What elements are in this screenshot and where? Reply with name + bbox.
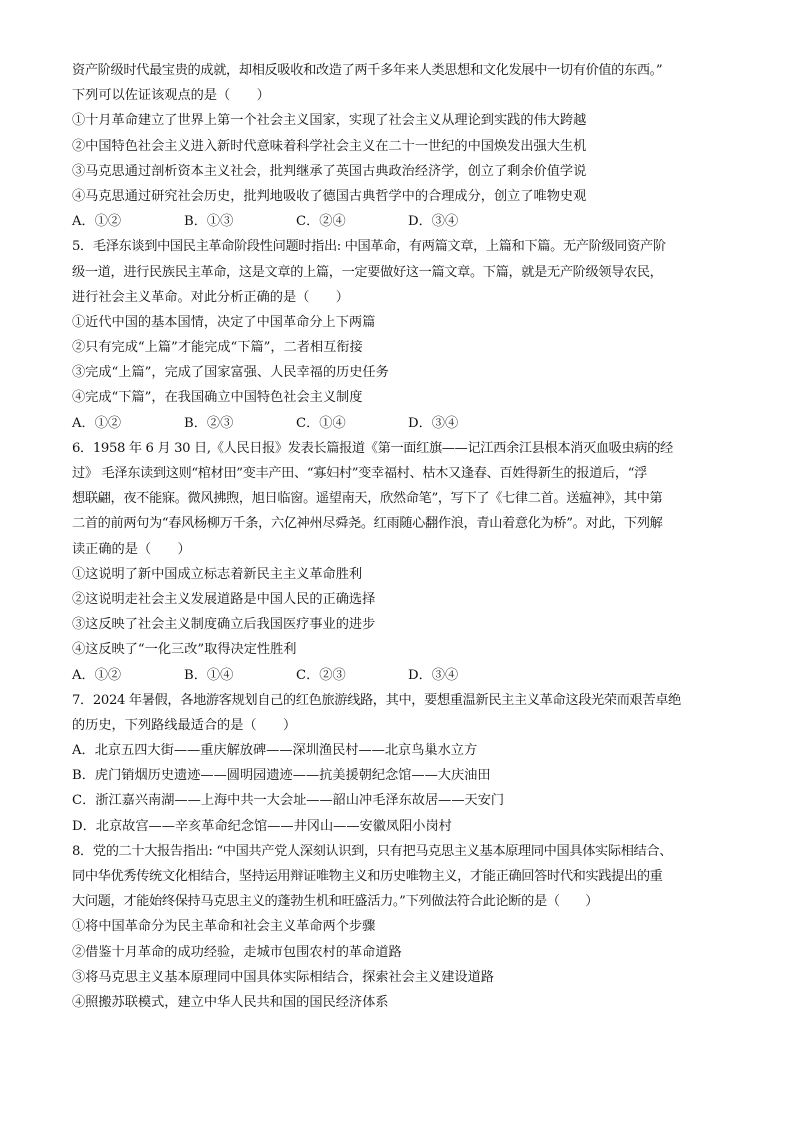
question-5-stem-line-3: 进行社会主义革命。对此分析正确的是（ ） <box>72 289 349 305</box>
question-7-option-b: B．虎门销烟历史遗迹——圆明园遗迹——抗美援朝纪念馆——大庆油田 <box>72 768 491 784</box>
question-6-choice-d: D．③④ <box>408 667 459 683</box>
question-4-choice-a: A．①② <box>72 214 122 230</box>
question-5-statement-1: ①近代中国的基本国情，决定了中国革命分上下两篇 <box>72 314 376 330</box>
question-7-option-d: D．北京故宫——辛亥革命纪念馆——井冈山——安徽凤阳小岗村 <box>72 818 452 834</box>
question-7 <box>72 688 732 839</box>
question-5-choice-b: B．②③ <box>184 415 234 431</box>
question-6-stem-line-3: 想联翩，夜不能寐。微风拂煦，旭日临窗。遥望南天，欣然命笔”，写下了《七律二首。送瘟神》，其中第 <box>72 491 663 507</box>
question-6-stem-line-4: 二首的前两句为“春风杨柳万千条，六亿神州尽舜尧。红雨随心翻作浪，青山着意化为桥”。对此，下列解 <box>72 516 663 532</box>
question-6-stem-line-2: 过》 毛泽东读到这则“棺材田”变丰产田、“寡妇村”变幸福村、枯木又逢春、百姓得新生的报道后，“浮 <box>72 466 647 481</box>
question-6-stem-line-1: 6．1958 年 6 月 30 日,《人民日报》发表长篇报道《第一面红旗——记江西余江县根本消灭血吸虫病的经 <box>72 440 673 456</box>
question-7-stem-line-2: 的历史，下列路线最适合的是（ ） <box>72 717 297 733</box>
question-4-prompt: 下列可以佐证该观点的是（ ） <box>72 88 270 104</box>
question-8-statement-3: ③将马克思主义基本原理同中国具体实际相结合，探索社会主义建设道路 <box>72 969 494 985</box>
question-4-choice-c: C．②④ <box>296 214 346 230</box>
question-4-statement-3: ③马克思通过剖析资本主义社会，批判继承了英国古典政治经济学，创立了剩余价值学说 <box>72 163 587 179</box>
question-8-stem-line-3: 大问题，才能始终保持马克思主义的蓬勃生机和旺盛活力。”下列做法符合此论断的是（ ） <box>72 894 599 910</box>
question-5-choice-d: D．③④ <box>408 415 459 431</box>
question-7-option-c: C．浙江嘉兴南湖——上海中共一大会址——韶山冲毛泽东故居——天安门 <box>72 793 505 809</box>
question-6-choices <box>72 663 732 688</box>
question-8-stem-line-1: 8．党的二十大报告指出: “中国共产党人深刻认识到，只有把马克思主义基本原理同中国具体实际相结合、 <box>72 843 673 859</box>
question-5-choice-a: A．①② <box>72 415 122 431</box>
question-5-stem-line-2: 级一道，进行民族民主革命，这是文章的上篇，一定要做好这一篇文章。下篇，就是无产阶级领导农民， <box>72 264 663 280</box>
question-6-statement-3: ③这反映了社会主义制度确立后我国医疗事业的进步 <box>72 617 376 633</box>
question-5-statement-3: ③完成“上篇”，完成了国家富强、人民幸福的历史任务 <box>72 365 389 381</box>
question-5-stem-line-1: 5．毛泽东谈到中国民主革命阶段性问题时指出: 中国革命，有两篇文章，上篇和下篇。无产阶级同资产阶 <box>72 239 666 255</box>
exam-page <box>72 58 732 1015</box>
question-6-statement-1: ①这说明了新中国成立标志着新民主主义革命胜利 <box>72 566 363 582</box>
question-4-statement-2: ②中国特色社会主义进入新时代意味着科学社会主义在二十一世纪的中国焕发出强大生机 <box>72 138 587 154</box>
question-4 <box>72 58 732 234</box>
question-5-statement-4: ④完成“下篇”，在我国确立中国特色社会主义制度 <box>72 390 363 406</box>
question-5 <box>72 234 732 436</box>
question-8-statement-4: ④照搬苏联模式，建立中华人民共和国的国民经济体系 <box>72 994 389 1010</box>
question-6-choice-c: C．②③ <box>296 667 346 683</box>
question-8-statement-2: ②借鉴十月革命的成功经验，走城市包围农村的革命道路 <box>72 944 402 960</box>
question-4-statement-1: ①十月革命建立了世界上第一个社会主义国家，实现了社会主义从理论到实践的伟大跨越 <box>72 113 587 129</box>
question-4-stem-continued: 资产阶级时代最宝贵的成就，却相反吸收和改造了两千多年来人类思想和文化发展中一切有价值的东西。” <box>72 63 663 78</box>
question-5-choice-c: C．①④ <box>296 415 346 431</box>
question-4-choices <box>72 209 732 234</box>
question-8-stem-line-2: 同中华优秀传统文化相结合，坚持运用辩证唯物主义和历史唯物主义，才能正确回答时代和实践提出的重 <box>72 869 663 884</box>
question-6-stem-line-5: 读正确的是（ ） <box>72 541 191 557</box>
question-5-statement-2: ②只有完成“上篇”才能完成“下篇”，二者相互衔接 <box>72 340 363 356</box>
question-4-statement-4: ④马克思通过研究社会历史，批判地吸收了德国古典哲学中的合理成分，创立了唯物史观 <box>72 188 587 204</box>
question-5-choices <box>72 411 732 436</box>
question-8-statement-1: ①将中国革命分为民主革命和社会主义革命两个步骤 <box>72 919 376 935</box>
question-7-stem-line-1: 7．2024 年暑假，各地游客规划自己的红色旅游线路，其中，要想重温新民主主义革命这段光荣而艰苦卓绝 <box>72 692 681 708</box>
question-7-option-a: A．北京五四大街——重庆解放碑——深圳渔民村——北京鸟巢水立方 <box>72 743 478 759</box>
question-4-choice-b: B．①③ <box>184 214 234 230</box>
question-6-statement-4: ④这反映了“一化三改”取得决定性胜利 <box>72 642 297 658</box>
question-4-choice-d: D．③④ <box>408 214 459 230</box>
question-6-choice-a: A．①② <box>72 667 122 683</box>
question-6-statement-2: ②这说明走社会主义发展道路是中国人民的正确选择 <box>72 591 376 607</box>
question-6-choice-b: B．①④ <box>184 667 234 683</box>
question-8 <box>72 839 732 1015</box>
question-6 <box>72 436 732 688</box>
